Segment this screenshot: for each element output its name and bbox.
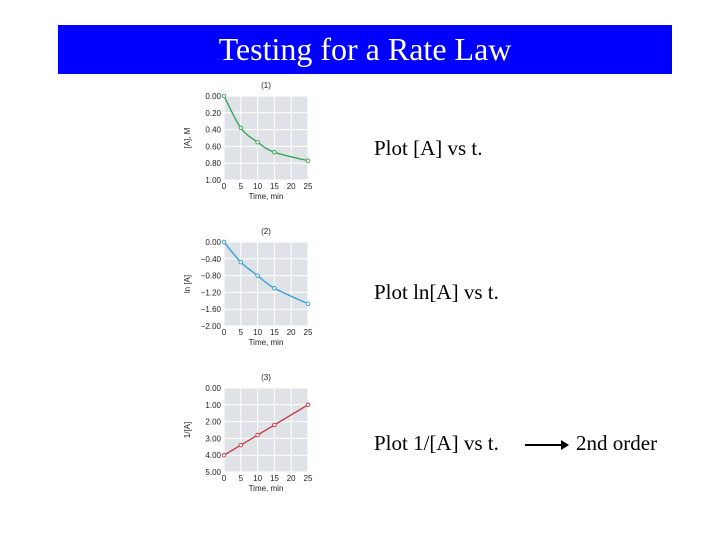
y-tick-label: 2.00: [205, 417, 221, 427]
data-point: [306, 159, 310, 163]
data-point: [239, 443, 243, 447]
x-tick-label: 10: [253, 182, 263, 191]
title-bar: [58, 25, 672, 74]
conclusion-label: 2nd order: [576, 431, 658, 455]
x-tick-label: 5: [238, 474, 244, 483]
x-tick-label: 0: [221, 474, 227, 483]
y-tick-label: 0.00: [205, 238, 221, 247]
chart-3-svg: [180, 368, 320, 498]
x-tick-label: 25: [303, 474, 313, 483]
arrow-icon: [525, 438, 569, 452]
x-tick-label: 25: [303, 328, 313, 337]
label-plot-a: Plot [A] vs t.: [374, 136, 483, 160]
y-axis-label: [A], M: [183, 127, 192, 149]
data-point: [222, 240, 226, 244]
y-axis-label: 1/[A]: [183, 421, 192, 439]
chart-1-svg: [180, 76, 320, 206]
data-point: [273, 150, 277, 154]
x-tick-label: 15: [269, 474, 279, 483]
label-plot-inv-a: Plot 1/[A] vs t.: [374, 431, 499, 455]
data-point: [222, 94, 226, 98]
data-point: [256, 274, 260, 278]
data-point: [273, 286, 277, 290]
x-tick-label: 5: [238, 328, 244, 337]
y-tick-label: 5.00: [205, 468, 221, 477]
x-tick-label: 20: [286, 328, 296, 337]
chart-2: [180, 222, 320, 352]
x-tick-label: 0: [221, 182, 227, 191]
y-tick-label: −1.60: [200, 305, 221, 315]
data-point: [306, 302, 310, 306]
y-tick-label: 0.00: [205, 92, 221, 101]
plot-area: [224, 96, 308, 180]
y-tick-label: 0.20: [205, 108, 221, 118]
y-tick-label: −0.80: [200, 271, 221, 281]
y-tick-label: 0.60: [205, 142, 221, 152]
x-axis-label: Time, min: [248, 192, 284, 201]
x-tick-label: 5: [238, 182, 244, 191]
x-axis-label: Time, min: [248, 338, 284, 347]
data-point: [306, 403, 310, 407]
chart-2-svg: [180, 222, 320, 352]
x-tick-label: 20: [286, 182, 296, 191]
data-point: [256, 433, 260, 437]
y-tick-label: 1.00: [205, 400, 221, 410]
y-tick-label: 0.80: [205, 159, 221, 169]
x-tick-label: 15: [269, 182, 279, 191]
y-tick-label: 0.40: [205, 125, 221, 135]
slide-title: Testing for a Rate Law: [218, 31, 512, 67]
label-plot-ln-a: Plot ln[A] vs t.: [374, 280, 499, 304]
data-point: [256, 140, 260, 144]
y-axis-label: ln [A]: [183, 274, 192, 294]
y-tick-label: −2.00: [200, 322, 221, 331]
x-tick-label: 10: [253, 328, 263, 337]
x-tick-label: 20: [286, 474, 296, 483]
chart-title: (3): [261, 373, 271, 382]
y-tick-label: 0.00: [205, 384, 221, 393]
x-tick-label: 25: [303, 182, 313, 191]
y-tick-label: 3.00: [205, 434, 221, 444]
data-point: [239, 126, 243, 130]
chart-1: [180, 76, 320, 206]
x-tick-label: 15: [269, 328, 279, 337]
y-tick-label: −1.20: [200, 288, 221, 298]
data-point: [222, 453, 226, 457]
x-tick-label: 10: [253, 474, 263, 483]
plot-area: [224, 242, 308, 326]
y-tick-label: 1.00: [205, 176, 221, 185]
data-point: [239, 260, 243, 264]
data-point: [273, 423, 277, 427]
x-axis-label: Time, min: [248, 484, 284, 493]
chart-title: (1): [261, 81, 271, 90]
chart-title: (2): [261, 227, 271, 236]
x-tick-label: 0: [221, 328, 227, 337]
y-tick-label: −0.40: [200, 254, 221, 264]
y-tick-label: 4.00: [205, 451, 221, 461]
chart-3: [180, 368, 320, 498]
